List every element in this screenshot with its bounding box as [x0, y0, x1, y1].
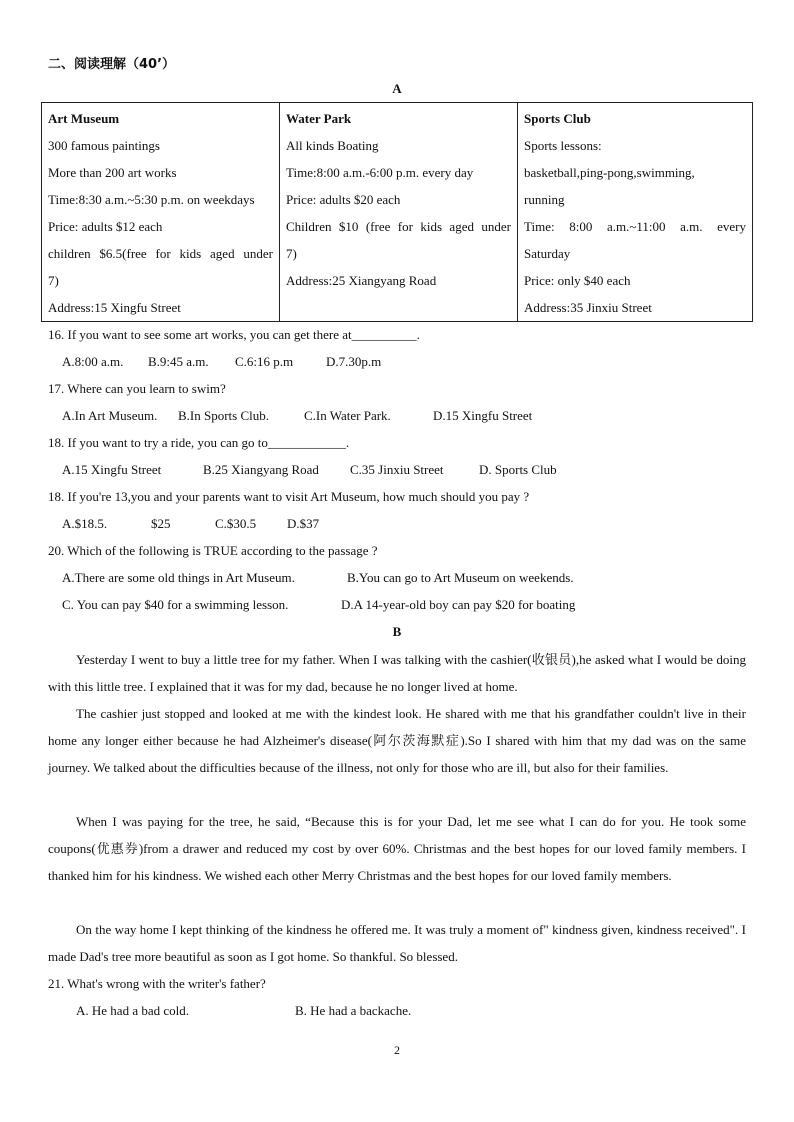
option: C.In Water Park. [304, 408, 391, 423]
option: A.There are some old things in Art Museum. [62, 570, 295, 585]
water-line: All kinds Boating [286, 138, 379, 153]
art-museum-heading: Art Museum [48, 111, 120, 126]
section-title: 二、阅读理解（40’） [48, 57, 176, 72]
question-stem: 18. If you're 13,you and your parents want to visit Art Museum, how much should you pay ? [48, 489, 530, 504]
sports-line: Sports lessons: [524, 138, 602, 153]
option: C.$30.5 [215, 516, 257, 531]
sports-line: Saturday [524, 246, 571, 261]
sports-club-heading: Sports Club [524, 111, 591, 126]
question-stem: 18. If you want to try a ride, you can go to____________. [48, 435, 350, 450]
sports-line: Address:35 Jinxiu Street [524, 300, 652, 315]
water-line: Address:25 Xiangyang Road [286, 273, 437, 288]
option: A.15 Xingfu Street [62, 462, 162, 477]
part-a-label: A [392, 81, 402, 96]
art-line: children $6.5(free for kids aged under [48, 246, 273, 261]
passage-paragraph: The cashier just stopped and looked at me with the kindest look. He shared with me that his grandfather couldn't live in their home any longer either because he had Alzheimer's disease(阿尔茨海默症).So I shared with him that my dad was on the same journey. We talked about the difficulties because of the illness, not only for those who are ill, but also for their families. [48, 706, 746, 775]
art-line: Time:8:30 a.m.~5:30 p.m. on weekdays [48, 192, 255, 207]
sports-line: Price: only $40 each [524, 273, 631, 288]
option: A.8:00 a.m. [62, 354, 124, 369]
sports-line: Time: 8:00 a.m.~11:00 a.m. every [524, 219, 746, 234]
option: B.25 Xiangyang Road [203, 462, 319, 477]
art-museum-cell [42, 103, 280, 322]
option: D.7.30p.m [326, 354, 382, 369]
passage-paragraph: Yesterday I went to buy a little tree for my father. When I was talking with the cashier(收银员),he asked what I would be doing with this little tree. I explained that it was for my dad, because he no longer lived at home. [48, 652, 746, 694]
water-line: Children $10 (free for kids aged under [286, 219, 511, 234]
water-park-cell [280, 103, 518, 322]
art-line: Price: adults $12 each [48, 219, 163, 234]
passage-paragraph: When I was paying for the tree, he said, “Because this is for your Dad, let me see what I can do for you. He took some coupons(优惠券)from a drawer and reduced my cost by over 60%. Christmas and the best hopes for our loved family members. I thanked him for his kindness. We wished each other Merry Christmas and the best hopes for our loved family members. [48, 814, 746, 883]
option: D. Sports Club [479, 462, 557, 477]
option: A.$18.5. [62, 516, 108, 531]
water-line: 7) [286, 246, 297, 261]
info-table [41, 102, 753, 322]
question-stem: 16. If you want to see some art works, you can get there at__________. [48, 327, 420, 342]
art-line: Address:15 Xingfu Street [48, 300, 181, 315]
option: C. You can pay $40 for a swimming lesson. [62, 597, 289, 612]
option: D.$37 [287, 516, 320, 531]
option: B.You can go to Art Museum on weekends. [347, 570, 574, 585]
page-number: 2 [394, 1043, 400, 1057]
option: B.In Sports Club. [178, 408, 270, 423]
option: D.A 14-year-old boy can pay $20 for boating [341, 597, 576, 612]
art-line: 300 famous paintings [48, 138, 160, 153]
option: $25 [151, 516, 171, 531]
art-line: More than 200 art works [48, 165, 177, 180]
art-line: 7) [48, 273, 59, 288]
water-park-heading: Water Park [286, 111, 352, 126]
option: B. He had a backache. [295, 1003, 412, 1018]
water-line: Price: adults $20 each [286, 192, 401, 207]
option: A.In Art Museum. [62, 408, 158, 423]
option: C.6:16 p.m [235, 354, 294, 369]
question-stem: 21. What's wrong with the writer's father? [48, 976, 266, 991]
question-stem: 20. Which of the following is TRUE according to the passage ? [48, 543, 378, 558]
option: D.15 Xingfu Street [433, 408, 533, 423]
part-b-label: B [392, 624, 402, 639]
sports-club-cell [518, 103, 753, 322]
option: B.9:45 a.m. [148, 354, 209, 369]
question-stem: 17. Where can you learn to swim? [48, 381, 226, 396]
option: C.35 Jinxiu Street [350, 462, 444, 477]
sports-line: running [524, 192, 565, 207]
passage-paragraph: On the way home I kept thinking of the kindness he offered me. It was truly a moment of" kindness given, kindness received". I made Dad's tree more beautiful as soon as I got home. So thankful. So blessed. [48, 922, 746, 964]
sports-line: basketball,ping-pong,swimming, [524, 165, 695, 180]
water-line: Time:8:00 a.m.-6:00 p.m. every day [286, 165, 474, 180]
option: A. He had a bad cold. [76, 1003, 189, 1018]
